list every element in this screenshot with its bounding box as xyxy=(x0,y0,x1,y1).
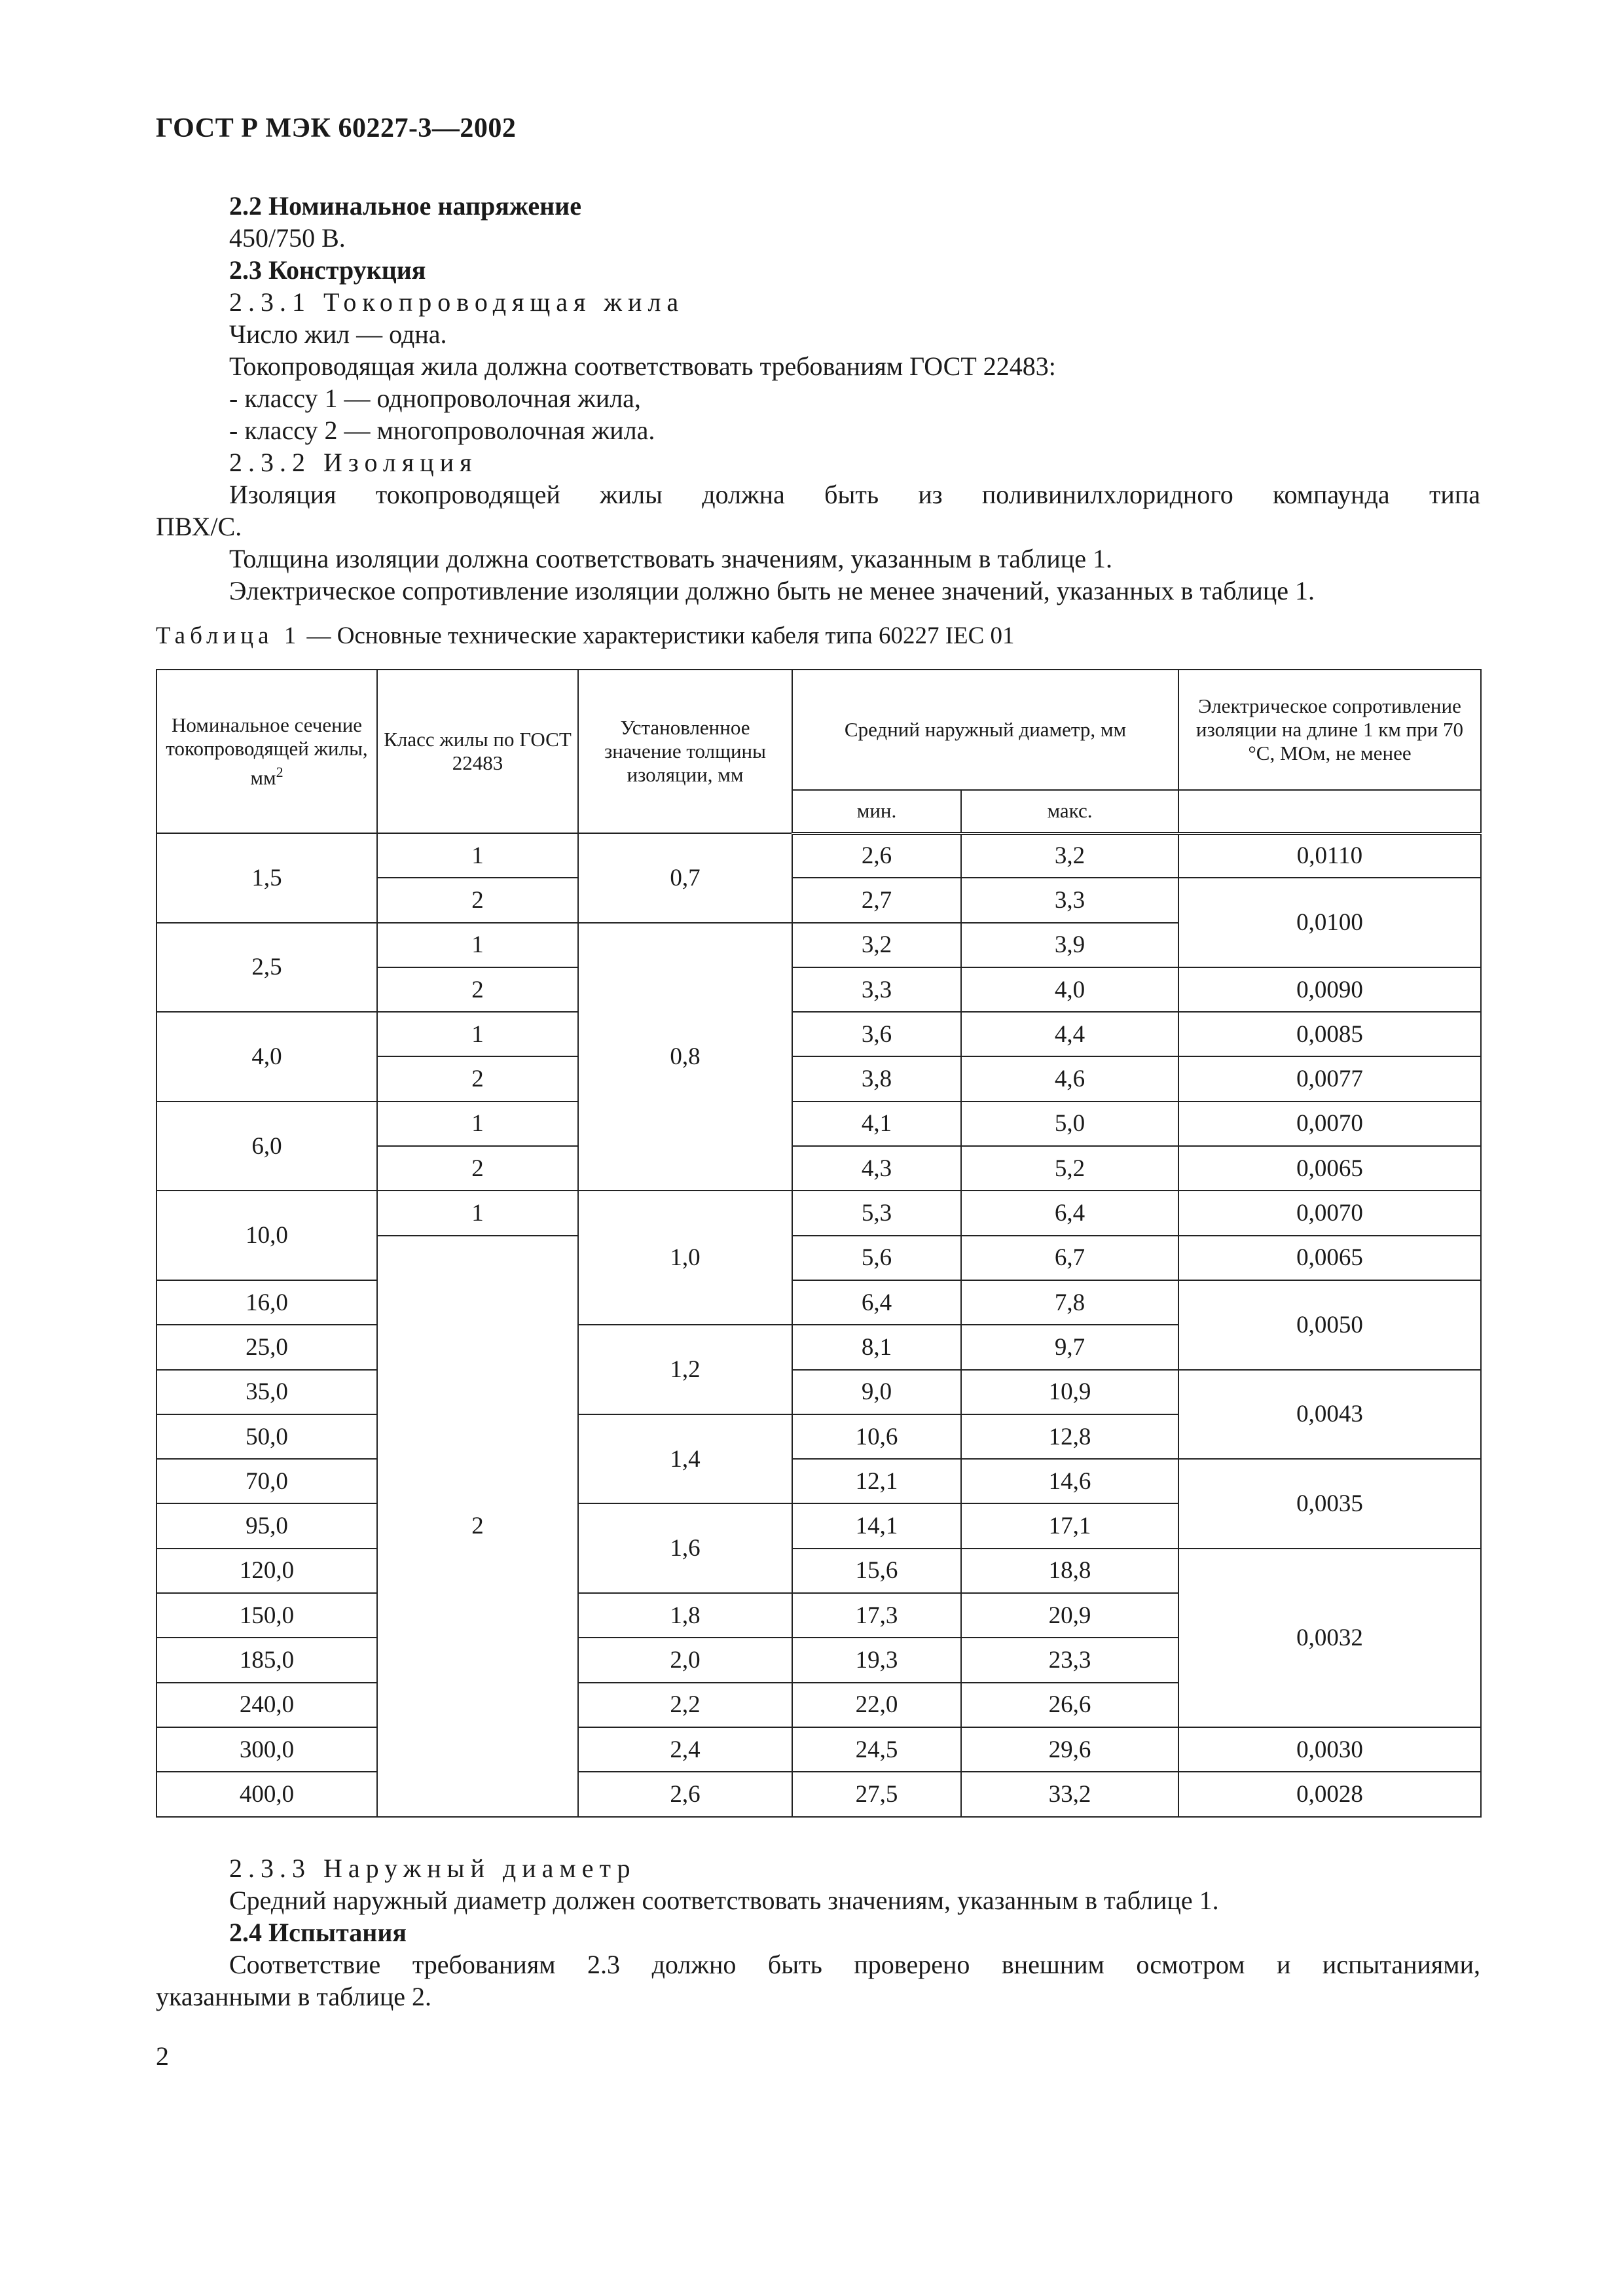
cell-diam-max: 3,3 xyxy=(961,878,1178,922)
cell-class: 2 xyxy=(377,967,578,1012)
section-2-3-3-title: 2.3.3 Наружный диаметр xyxy=(229,1854,636,1883)
cell-thickness: 1,8 xyxy=(578,1593,792,1638)
cell-diam-min: 6,4 xyxy=(792,1280,961,1325)
table-caption-label: Таблица 1 xyxy=(156,622,301,649)
cell-section: 300,0 xyxy=(156,1727,377,1772)
cell-thickness: 1,0 xyxy=(578,1191,792,1325)
section-2-3-1-line: Число жил — одна. xyxy=(229,319,447,349)
cell-section: 35,0 xyxy=(156,1370,377,1414)
cell-diam-max: 6,7 xyxy=(961,1236,1178,1280)
section-2-3-3-text: Средний наружный диаметр должен соответствовать значениям, указанным в таблице 1. xyxy=(229,1886,1219,1915)
cell-diam-min: 14,1 xyxy=(792,1503,961,1548)
after-table-text xyxy=(156,1852,1480,2013)
header-max: макс. xyxy=(961,790,1178,833)
cell-resistance: 0,0032 xyxy=(1178,1549,1481,1727)
cell-resistance: 0,0050 xyxy=(1178,1280,1481,1370)
specs-table xyxy=(156,669,1482,1818)
cell-diam-min: 5,3 xyxy=(792,1191,961,1235)
cell-class: 1 xyxy=(377,923,578,967)
cell-thickness: 2,4 xyxy=(578,1727,792,1772)
section-2-3-2-para2: Толщина изоляции должна соответствовать значениям, указанным в таблице 1. xyxy=(229,544,1112,573)
cell-class: 2 xyxy=(377,878,578,922)
cell-diam-min: 15,6 xyxy=(792,1549,961,1593)
cell-diam-max: 29,6 xyxy=(961,1727,1178,1772)
section-2-2-title: 2.2 Номинальное напряжение xyxy=(229,191,581,221)
cell-diam-min: 3,8 xyxy=(792,1056,961,1101)
cell-diam-max: 5,2 xyxy=(961,1146,1178,1191)
cell-section: 400,0 xyxy=(156,1772,377,1816)
cell-class: 2 xyxy=(377,1146,578,1191)
cell-resistance: 0,0090 xyxy=(1178,967,1481,1012)
header-diameter: Средний наружный диаметр, мм xyxy=(792,670,1178,790)
cell-diam-min: 4,3 xyxy=(792,1146,961,1191)
section-2-4-title: 2.4 Испытания xyxy=(229,1918,407,1947)
cell-section: 10,0 xyxy=(156,1191,377,1280)
cell-resistance: 0,0070 xyxy=(1178,1102,1481,1146)
cell-thickness: 2,0 xyxy=(578,1638,792,1682)
section-2-3-1-line: - классу 2 — многопроволочная жила. xyxy=(229,416,655,445)
cell-diam-max: 12,8 xyxy=(961,1414,1178,1459)
cell-diam-min: 19,3 xyxy=(792,1638,961,1682)
cell-diam-min: 22,0 xyxy=(792,1683,961,1727)
cell-class: 1 xyxy=(377,1191,578,1235)
header-class: Класс жилы по ГОСТ 22483 xyxy=(377,670,578,833)
cell-diam-max: 3,2 xyxy=(961,833,1178,878)
cell-diam-max: 14,6 xyxy=(961,1459,1178,1503)
section-2-3-2-para1: Изоляция токопроводящей жилы должна быть из поливинилхлоридного компаунда типа xyxy=(229,480,1480,509)
cell-diam-max: 4,0 xyxy=(961,967,1178,1012)
cell-section: 50,0 xyxy=(156,1414,377,1459)
cell-diam-max: 9,7 xyxy=(961,1325,1178,1369)
cell-diam-min: 8,1 xyxy=(792,1325,961,1369)
cell-diam-min: 3,2 xyxy=(792,923,961,967)
header-thickness: Установленное значение толщины изоляции, мм xyxy=(578,670,792,833)
section-2-3-1-title: 2.3.1 Токопроводящая жила xyxy=(229,287,685,317)
cell-thickness: 1,2 xyxy=(578,1325,792,1414)
cell-diam-min: 10,6 xyxy=(792,1414,961,1459)
cell-diam-max: 3,9 xyxy=(961,923,1178,967)
cell-resistance: 0,0043 xyxy=(1178,1370,1481,1460)
cell-thickness: 0,7 xyxy=(578,833,792,923)
cell-resistance: 0,0077 xyxy=(1178,1056,1481,1101)
header-section: Номинальное сечение токопроводящей жилы, $мм^2$ xyxy=(156,670,377,833)
cell-diam-max: 4,6 xyxy=(961,1056,1178,1101)
document-body xyxy=(156,190,1480,607)
table-caption xyxy=(156,622,1015,650)
cell-diam-max: 10,9 xyxy=(961,1370,1178,1414)
cell-resistance: 0,0030 xyxy=(1178,1727,1481,1772)
cell-class: 2 xyxy=(377,1236,578,1817)
cell-class: 1 xyxy=(377,1102,578,1146)
cell-section: 120,0 xyxy=(156,1549,377,1593)
cell-diam-min: 5,6 xyxy=(792,1236,961,1280)
cell-resistance: 0,0035 xyxy=(1178,1459,1481,1549)
section-2-3-2-title: 2.3.2 Изоляция xyxy=(229,448,478,477)
section-2-3-1-line: - классу 1 — однопроволочная жила, xyxy=(229,384,641,413)
cell-diam-max: 6,4 xyxy=(961,1191,1178,1235)
cell-resistance: 0,0100 xyxy=(1178,878,1481,967)
cell-resistance: 0,0110 xyxy=(1178,833,1481,878)
cell-diam-min: 17,3 xyxy=(792,1593,961,1638)
cell-diam-max: 17,1 xyxy=(961,1503,1178,1548)
cell-diam-min: 3,3 xyxy=(792,967,961,1012)
cell-diam-min: 24,5 xyxy=(792,1727,961,1772)
section-2-3-1-line: Токопроводящая жила должна соответствовать требованиям ГОСТ 22483: xyxy=(229,351,1056,381)
header-min: мин. xyxy=(792,790,961,833)
section-2-4-para: Соответствие требованиям 2.3 должно быть проверено внешним осмотром и испытаниями, xyxy=(229,1950,1480,1979)
cell-section: 25,0 xyxy=(156,1325,377,1369)
cell-diam-max: 4,4 xyxy=(961,1012,1178,1056)
cell-diam-min: 3,6 xyxy=(792,1012,961,1056)
header-resistance: Электрическое сопротивление изоляции на длине 1 км при 70 °С, МОм, не менее xyxy=(1178,670,1481,790)
cell-section: 2,5 xyxy=(156,923,377,1013)
header-resistance-blank xyxy=(1178,790,1481,833)
cell-section: 1,5 xyxy=(156,833,377,923)
cell-thickness: 2,6 xyxy=(578,1772,792,1816)
cell-resistance: 0,0070 xyxy=(1178,1191,1481,1235)
section-2-3-2-para1-end: ПВХ/С. xyxy=(156,512,242,541)
cell-thickness: 2,2 xyxy=(578,1683,792,1727)
cell-section: 70,0 xyxy=(156,1459,377,1503)
cell-resistance: 0,0028 xyxy=(1178,1772,1481,1816)
document-header: ГОСТ Р МЭК 60227-3—2002 xyxy=(156,113,517,143)
cell-section: 95,0 xyxy=(156,1503,377,1548)
cell-diam-min: 4,1 xyxy=(792,1102,961,1146)
cell-diam-min: 9,0 xyxy=(792,1370,961,1414)
section-2-3-2-para3: Электрическое сопротивление изоляции должно быть не менее значений, указанных в таблице 1. xyxy=(229,576,1315,605)
table-caption-text: — Основные технические характеристики кабеля типа 60227 IEC 01 xyxy=(301,622,1015,649)
page-number: 2 xyxy=(156,2041,169,2071)
cell-diam-min: 12,1 xyxy=(792,1459,961,1503)
cell-diam-max: 18,8 xyxy=(961,1549,1178,1593)
cell-diam-max: 7,8 xyxy=(961,1280,1178,1325)
cell-diam-max: 23,3 xyxy=(961,1638,1178,1682)
cell-thickness: 0,8 xyxy=(578,923,792,1191)
cell-diam-max: 20,9 xyxy=(961,1593,1178,1638)
cell-diam-max: 5,0 xyxy=(961,1102,1178,1146)
cell-class: 2 xyxy=(377,1056,578,1101)
cell-diam-min: 2,7 xyxy=(792,878,961,922)
cell-resistance: 0,0065 xyxy=(1178,1236,1481,1280)
cell-diam-max: 33,2 xyxy=(961,1772,1178,1816)
cell-section: 185,0 xyxy=(156,1638,377,1682)
section-2-2-text: 450/750 В. xyxy=(229,223,346,253)
cell-section: 240,0 xyxy=(156,1683,377,1727)
cell-diam-min: 27,5 xyxy=(792,1772,961,1816)
cell-diam-max: 26,6 xyxy=(961,1683,1178,1727)
cell-class: 1 xyxy=(377,833,578,878)
section-2-3-title: 2.3 Конструкция xyxy=(229,255,426,285)
cell-resistance: 0,0085 xyxy=(1178,1012,1481,1056)
cell-section: 150,0 xyxy=(156,1593,377,1638)
cell-section: 4,0 xyxy=(156,1012,377,1102)
cell-class: 1 xyxy=(377,1012,578,1056)
cell-section: 6,0 xyxy=(156,1102,377,1191)
cell-diam-min: 2,6 xyxy=(792,833,961,878)
cell-thickness: 1,4 xyxy=(578,1414,792,1504)
cell-section: 16,0 xyxy=(156,1280,377,1325)
cell-thickness: 1,6 xyxy=(578,1503,792,1593)
section-2-4-para-end: указанными в таблице 2. xyxy=(156,1982,432,2011)
cell-resistance: 0,0065 xyxy=(1178,1146,1481,1191)
